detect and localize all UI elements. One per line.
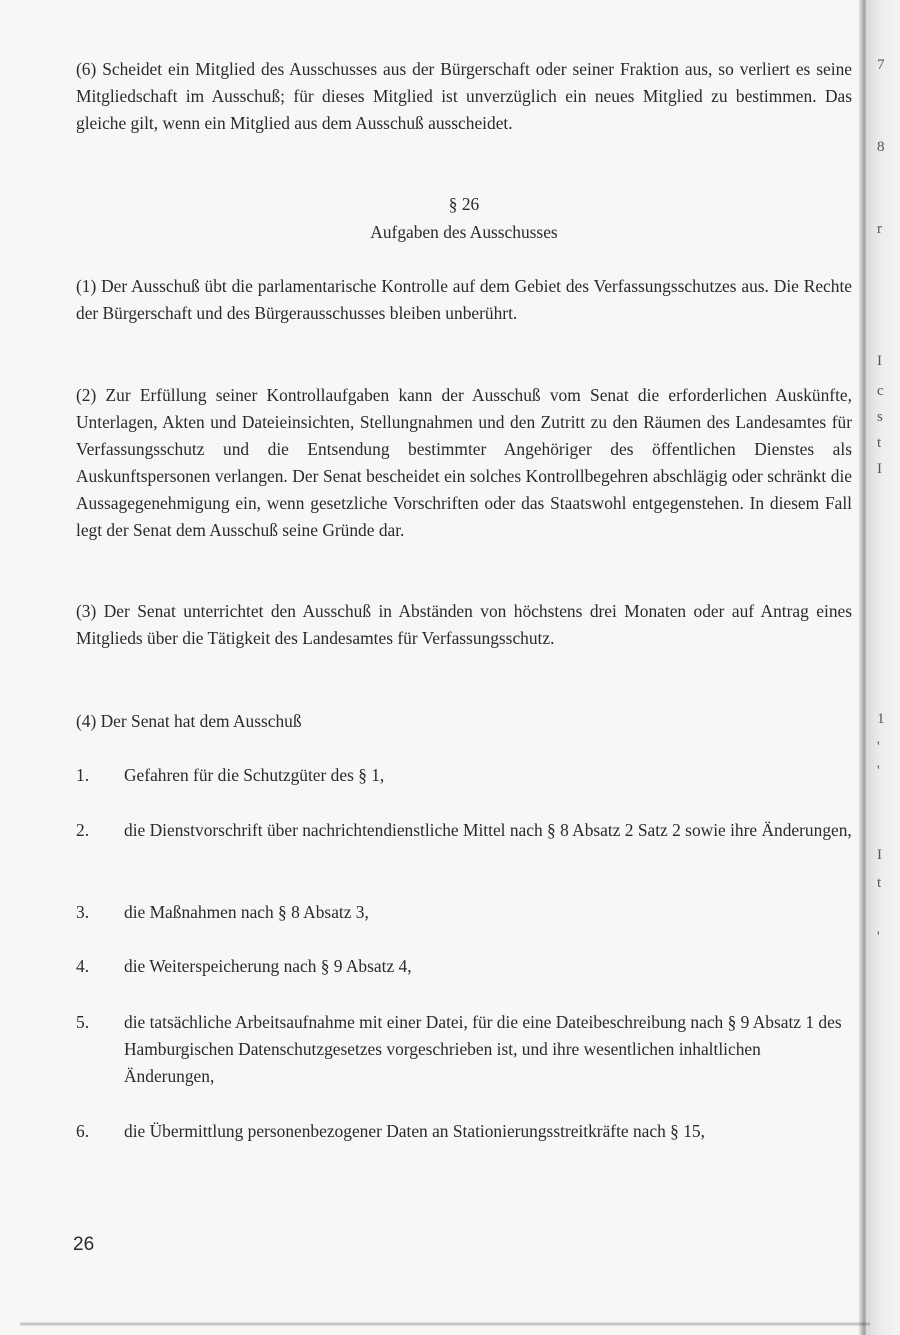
next-page-fragment: 7 [877, 57, 885, 73]
list-item-number: 4. [76, 956, 90, 976]
paragraph-3: (3) Der Senat unterrichtet den Ausschuß in Abständen von höchstens drei Monaten oder auf Antrag eines Mitglieds über die Tätigkeit des Landesamtes für Verfassungsschutz. [76, 601, 852, 648]
section-number: § 26 [448, 194, 480, 214]
next-page-fragment: c [877, 383, 884, 399]
list-item-text: die Dienstvorschrift über nachrichtendienstliche Mittel nach § 8 Absatz 2 Satz 2 sowie ihre Änderungen, [124, 820, 852, 840]
list-item-text: die tatsächliche Arbeitsaufnahme mit einer Datei, für die eine Dateibeschreibung nach § 9 Absatz 1 des Hamburgischen Datenschutzgesetzes vorgeschrieben ist, und ihre wesentlichen inhaltlichen Änderungen, [124, 1012, 842, 1086]
next-page-fragment: 8 [877, 139, 885, 155]
next-page-fragment: I [877, 461, 882, 477]
next-page-fragment: r [877, 221, 882, 237]
list-item-number: 6. [76, 1121, 90, 1141]
next-page-fragment: 1 [877, 711, 885, 727]
page-bottom-edge [20, 1322, 870, 1326]
next-page-fragment: s [877, 409, 883, 425]
list-item-text: die Weiterspeicherung nach § 9 Absatz 4, [124, 956, 412, 976]
next-page-fragment: ' [877, 739, 880, 755]
next-page-fragment: ' [877, 763, 880, 779]
list-item-text: die Maßnahmen nach § 8 Absatz 3, [124, 902, 369, 922]
next-page-fragment: I [877, 847, 882, 863]
list-item-number: 2. [76, 820, 90, 840]
next-page-fragment: I [877, 353, 882, 369]
next-page-fragment: ' [877, 929, 880, 945]
list-item-number: 3. [76, 902, 90, 922]
next-page-fragment: t [877, 875, 882, 891]
next-page-edge [866, 0, 900, 1335]
section-title: Aufgaben des Ausschusses [370, 222, 558, 242]
paragraph-6-previous-section: (6) Scheidet ein Mitglied des Ausschusses aus der Bürgerschaft oder seiner Fraktion aus, so verliert es seine Mitgliedschaft im Ausschuß; für dieses Mitglied ist unverzüglich ein neues Mitglied zu bestimmen. Das gleiche gilt, wenn ein Mitglied aus dem Ausschuß ausscheidet. [76, 59, 852, 133]
paragraph-1: (1) Der Ausschuß übt die parlamentarische Kontrolle auf dem Gebiet des Verfassungsschutzes aus. Die Rechte der Bürgerschaft und des Bürgerausschusses bleiben unberührt. [76, 276, 852, 323]
list-item-text: Gefahren für die Schutzgüter des § 1, [124, 765, 385, 785]
next-page-fragment: t [877, 435, 882, 451]
list-item-number: 1. [76, 765, 90, 785]
list-item-text: die Übermittlung personenbezogener Daten an Stationierungsstreitkräfte nach § 15, [124, 1121, 705, 1141]
paragraph-4-intro: (4) Der Senat hat dem Ausschuß [76, 711, 302, 731]
list-item-number: 5. [76, 1012, 90, 1032]
paragraph-2: (2) Zur Erfüllung seiner Kontrollaufgaben kann der Ausschuß vom Senat die erforderlichen Auskünfte, Unterlagen, Akten und Dateieinsichten, Stellungnahmen und den Zutritt zu den Räumen des Landesamtes für Verfassungsschutz und die Entsendung bestimmter Angehöriger des öffentlichen Dienstes als Auskunftspersonen verlangen. Der Senat bescheidet ein solches Kontrollbegehren abschlägig oder schränkt die Aussagegenehmigung ein, wenn gesetzliche Vorschriften oder das Staatswohl entgegenstehen. In diesem Fall legt der Senat dem Ausschuß seine Gründe dar. [76, 385, 852, 540]
page-number: 26 [73, 1234, 95, 1255]
